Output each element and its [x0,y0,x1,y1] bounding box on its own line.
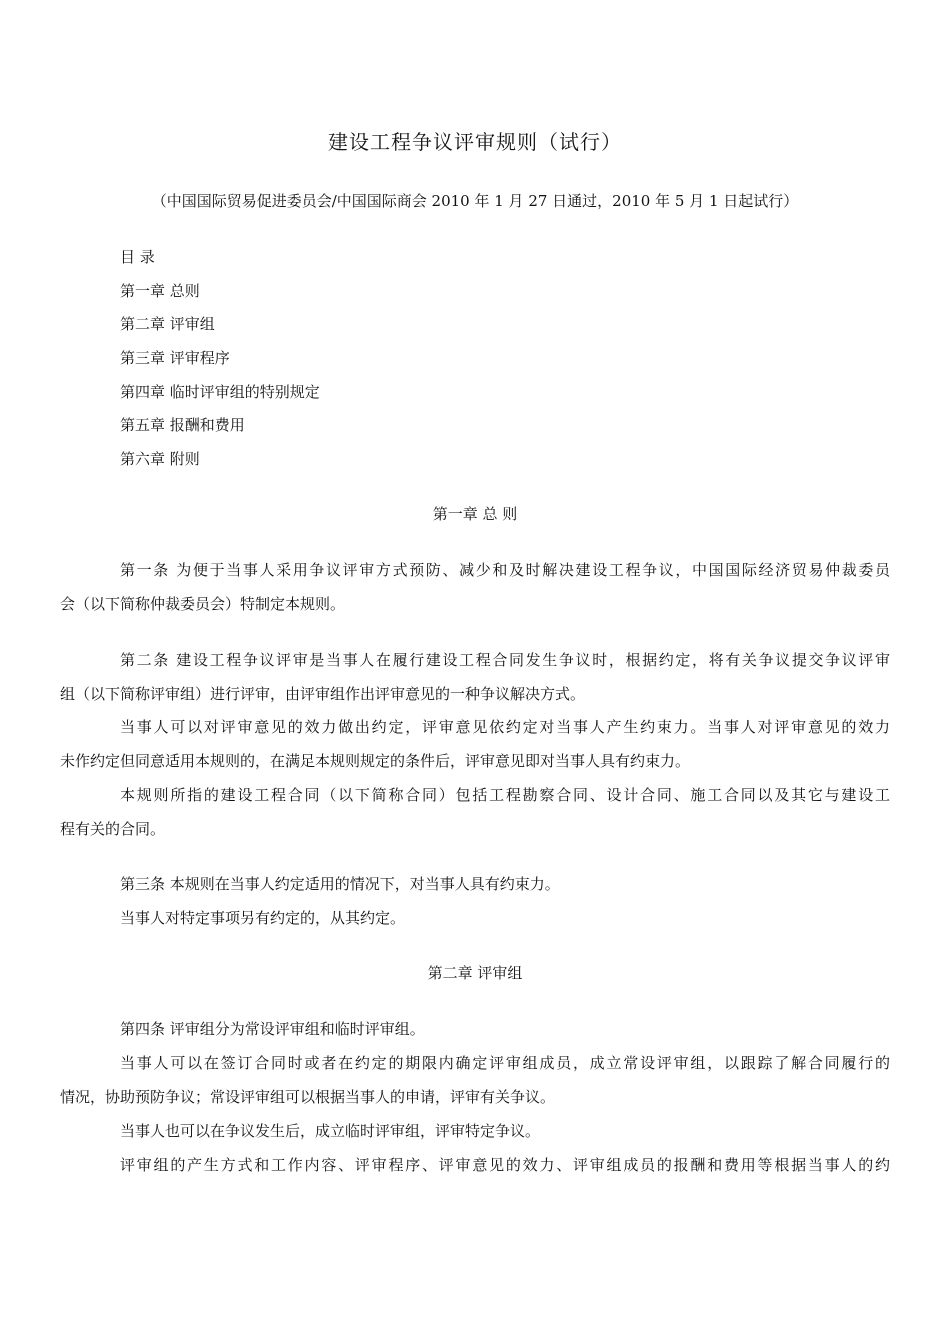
article-3-line: 第三条 本规则在当事人约定适用的情况下，对当事人具有约束力。 [120,875,560,893]
toc-item: 第三章 评审程序 [120,349,230,368]
article-2-paragraph: 未作约定但同意适用本规则的，在满足本规则规定的条件后，评审意见即对当事人具有约束力。 [60,752,691,770]
toc-item: 第一章 总则 [120,281,200,300]
article-4-paragraph: 当事人可以在签订合同时或者在约定的期限内确定评审组成员，成立常设评审组，以跟踪了解合同履行的 [120,1054,890,1072]
chapter-heading: 第一章 总 则 [432,505,518,523]
toc-item: 第四章 临时评审组的特别规定 [120,382,320,401]
article-2-paragraph: 程有关的合同。 [60,820,166,838]
toc-item: 第二章 评审组 [120,315,215,334]
article-1-line: 第一条 为便于当事人采用争议评审方式预防、减少和及时解决建设工程争议，中国国际经济贸易仲裁委员 [120,561,890,579]
article-2-line: 组（以下简称评审组）进行评审，由评审组作出评审意见的一种争议解决方式。 [60,685,586,703]
toc-item: 第五章 报酬和费用 [120,416,245,435]
chapter-heading: 第二章 评审组 [427,964,523,982]
document-title: 建设工程争议评审规则（试行） [328,130,622,154]
article-4-line: 第四条 评审组分为常设评审组和临时评审组。 [120,1020,425,1038]
document-subtitle: （中国国际贸易促进委员会/中国国际商会 2010 年 1 月 27 日通过，2010 年 5 月 1 日起试行） [151,192,799,210]
article-4-paragraph: 评审组的产生方式和工作内容、评审程序、评审意见的效力、评审组成员的报酬和费用等根据当事人的约 [120,1156,890,1174]
article-2-paragraph: 当事人可以对评审意见的效力做出约定，评审意见依约定对当事人产生约束力。当事人对评审意见的效力 [120,718,890,736]
toc-heading: 目 录 [120,248,155,266]
article-3-paragraph: 当事人对特定事项另有约定的，从其约定。 [120,909,406,927]
toc-item: 第六章 附则 [120,450,200,469]
article-2-paragraph: 本规则所指的建设工程合同（以下简称合同）包括工程勘察合同、设计合同、施工合同以及其它与建设工 [120,786,890,804]
table-of-contents [120,246,320,482]
article-1-line: 会（以下简称仲裁委员会）特制定本规则。 [60,595,346,613]
article-4-paragraph: 当事人也可以在争议发生后，成立临时评审组，评审特定争议。 [120,1122,541,1140]
article-2-line: 第二条 建设工程争议评审是当事人在履行建设工程合同发生争议时，根据约定，将有关争议提交争议评审 [120,651,890,669]
article-4-paragraph: 情况，协助预防争议；常设评审组可以根据当事人的申请，评审有关争议。 [60,1088,556,1106]
